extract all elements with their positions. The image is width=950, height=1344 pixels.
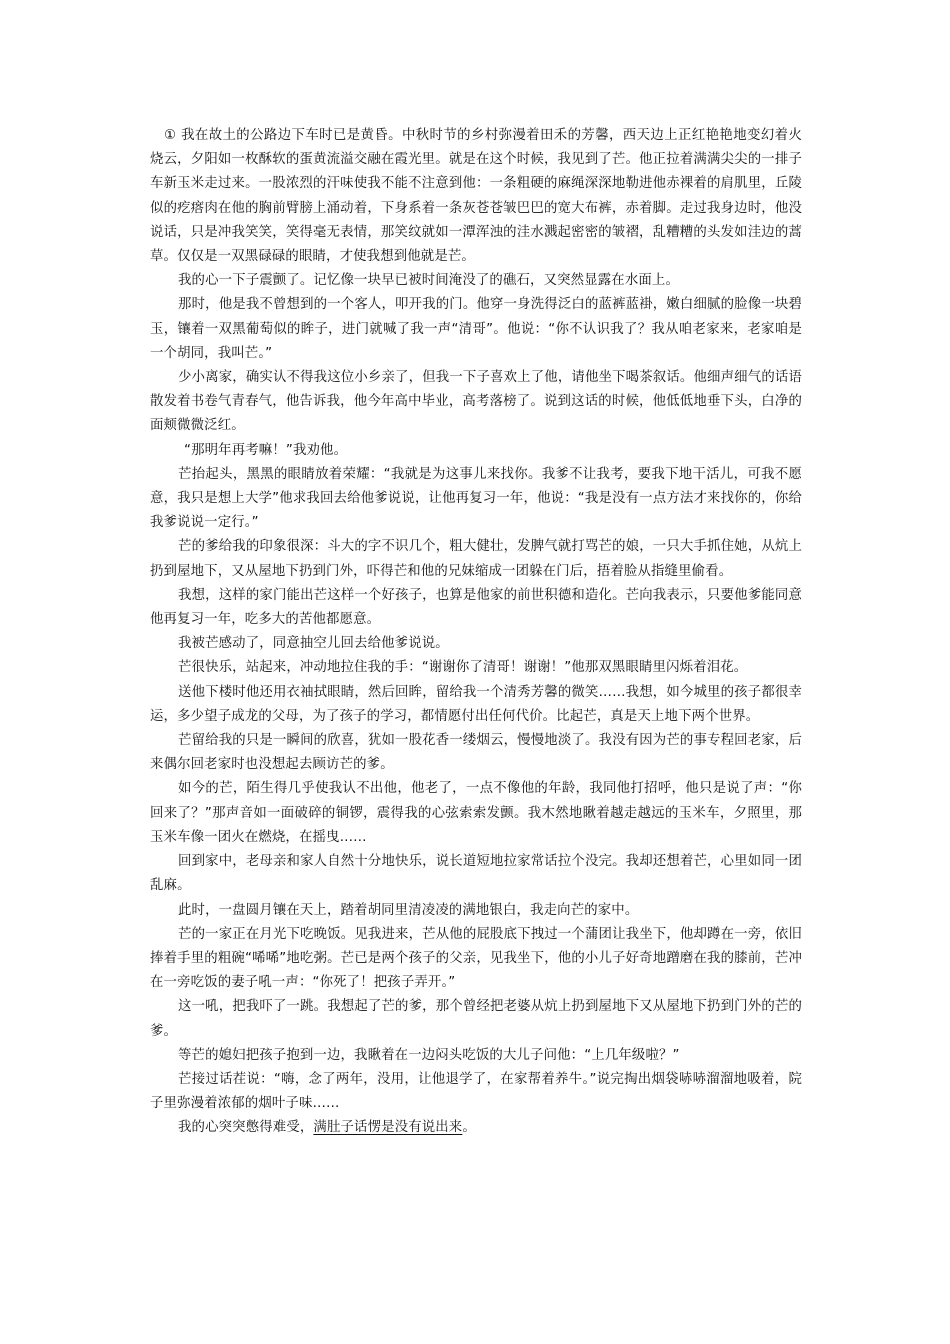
underlined-phrase: 满肚子话愣是没有说出来 <box>313 1120 463 1136</box>
paragraph-2: 我的心一下子震颤了。记忆像一块早已被时间淹没了的礁石，又突然显露在水面上。 <box>178 273 680 289</box>
paragraph-10: 芒很快乐，站起来，冲动地拉住我的手：“谢谢你了清哥！谢谢！”他那双黑眼睛里闪烁着泪花。 <box>178 660 748 676</box>
paragraph-5: “那明年再考嘛！”我劝他。 <box>184 442 348 458</box>
paragraph-16: 芒的一家正在月光下吃晚饭。见我进来，芒从他的屁股底下拽过一个蒲团让我坐下，他却蹲在一旁，依旧捧着手里的粗碗“唏唏”地吃粥。芒已是两个孩子的父亲，见我坐下，他的小儿子好奇地蹭磨在我的膝前，芒冲在一旁吃饭的妻子吼一声：“你死了！把孩子弄开。” <box>150 926 802 991</box>
paragraph-18: 等芒的媳妇把孩子抱到一边，我瞅着在一边闷头吃饭的大儿子问他：“上几年级啦？” <box>178 1047 680 1063</box>
paragraph-9: 我被芒感动了，同意抽空儿回去给他爹说说。 <box>178 636 449 652</box>
paragraph-15: 此时，一盘圆月镶在天上，踏着胡同里清凌凌的满地银白，我走向芒的家中。 <box>178 902 639 918</box>
paragraph-1: ① 我在故土的公路边下车时已是黄昏。中秋时节的乡村弥漫着田禾的芳馨，西天边上正红艳艳地变幻着火烧云，夕阳如一枚酥软的蛋黄流溢交融在霞光里。就是在这个时候，我见到了芒。他正拉着满满尖尖的一排子车新玉米走过来。一股浓烈的汗味使我不能不注意到他：一条粗硬的麻绳深深地勒进他赤裸着的肩肌里，丘陵似的疙瘩肉在他的胸前臂膀上涌动着，下身系着一条灰苍苍皱巴巴的宽大布裤，赤着脚。走过我身边时，他没说话，只是冲我笑笑，笑得毫无表情，那笑纹就如一潭浑浊的洼水溅起密密的皱褶，乱糟糟的头发如洼边的蒿草。仅仅是一双黑碌碌的眼睛，才使我想到他就是芒。 <box>150 128 802 265</box>
paragraph-6: 芒抬起头，黑黑的眼睛放着荣耀：“我就是为这事儿来找你。我爹不让我考，要我下地干活儿，可我不愿意，我只是想上大学”他求我回去给他爹说说，让他再复习一年，他说：“我是没有一点方法才来找你的，你给我爹说说一定行。” <box>150 466 802 531</box>
paragraph-20-lead: 我的心突突憋得难受， <box>178 1120 314 1136</box>
paragraph-8: 我想，这样的家门能出芒这样一个好孩子，也算是他家的前世积德和造化。芒向我表示，只要他爹能同意他再复习一年，吃多大的苦他都愿意。 <box>150 587 802 628</box>
paragraph-13: 如今的芒，陌生得几乎使我认不出他，他老了，一点不像他的年龄，我同他打招呼，他只是说了声：“你回来了？”那声音如一面破碎的铜锣，震得我的心弦索索发颤。我木然地瞅着越走越远的玉米车，夕照里，那玉米车像一团火在燃烧，在摇曳…… <box>150 781 802 845</box>
paragraph-12: 芒留给我的只是一瞬间的欣喜，犹如一股花香一缕烟云，慢慢地淡了。我没有因为芒的事专程回老家，后来偶尔回老家时也没想起去顾访芒的爹。 <box>150 733 802 773</box>
paragraph-3: 那时，他是我不曾想到的一个客人，叩开我的门。他穿一身洗得泛白的蓝裤蓝褂，嫩白细腻的脸像一块碧玉，镶着一双黑葡萄似的眸子，进门就喊了我一声“清哥”。他说：“你不认识我了？我从咱老家来，老家咱是一个胡同，我叫芒。” <box>150 297 802 361</box>
paragraph-14: 回到家中，老母亲和家人自然十分地快乐，说长道短地拉家常话拉个没完。我却还想着芒，心里如同一团乱麻。 <box>150 854 802 894</box>
paragraph-19: 芒接过话茬说：“嗨，念了两年，没用，让他退学了，在家帮着养牛。”说完掏出烟袋哧哧溜溜地吸着，院子里弥漫着浓郁的烟叶子味…… <box>150 1071 802 1112</box>
paragraph-17: 这一吼，把我吓了一跳。我想起了芒的爹，那个曾经把老婆从炕上扔到屋地下又从屋地下扔到门外的芒的爹。 <box>150 999 802 1039</box>
paragraph-20 <box>150 1116 802 1140</box>
paragraph-11: 送他下楼时他还用衣袖拭眼睛，然后回眸，留给我一个清秀芳馨的微笑……我想，如今城里的孩子都很幸运，多少望子成龙的父母，为了孩子的学习，都情愿付出任何代价。比起芒，真是天上地下两个世界。 <box>150 684 802 724</box>
paragraph-20-end: 。 <box>462 1120 476 1136</box>
paragraph-4: 少小离家，确实认不得我这位小乡亲了，但我一下子喜欢上了他，请他坐下喝茶叙话。他细声细气的话语散发着书卷气青春气，他告诉我，他今年高中毕业，高考落榜了。说到这话的时候，他低低地垂下头，白净的面颊微微泛红。 <box>150 370 802 434</box>
story-text <box>150 124 802 1141</box>
paragraph-7: 芒的爹给我的印象很深：斗大的字不识几个，粗大健壮，发脾气就打骂芒的娘，一只大手抓住她，从炕上扔到屋地下，又从屋地下扔到门外，吓得芒和他的兄妹缩成一团躲在门后，捂着脸从指缝里偷看。 <box>150 539 802 579</box>
